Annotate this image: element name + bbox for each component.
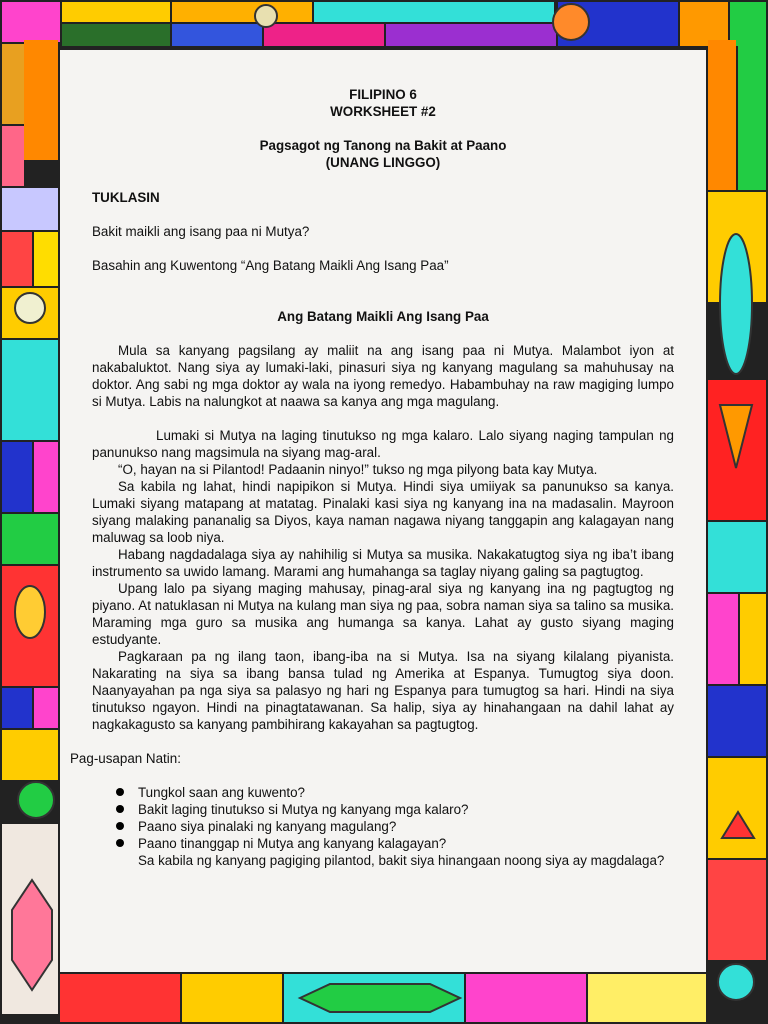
bullet-icon [116, 822, 124, 830]
week-label: (UNANG LINGGO) [325, 155, 441, 170]
story-paragraph: Pagkaraan pa ng ilang taon, ibang-iba na si Mutya. Isa na siyang kilalang piyanista. Nakarating na siya sa ibang bansa tulad ng Amerika at Espanya. Tumugtog siya doon. Naanyayahan pa nga siya sa palasyo ng hari ng Espanya para tumugtog sa hari. Hindi na siya tinutukso ngayon. Hindi na pinagtatawanan. Sa halip, siya ay hinahangaan na dahil lahat ay nagkakagusto sa kanyang pambihirang kakayahan sa pagtugtog. [92, 649, 674, 732]
bullet-icon [116, 788, 124, 796]
story-paragraph: “O, hayan na si Pilantod! Padaanin ninyo!” tukso ng mga pilyong bata kay Mutya. [118, 462, 598, 477]
story-paragraph: Lumaki si Mutya na laging tinutukso ng mga kalaro. Lalo siyang naging tampulan ng panunukso nang magsimula na siyang mag-aral. [92, 428, 674, 460]
story-paragraph: Habang nagdadalaga siya ay nahihilig si Mutya sa musika. Nakakatugtog siya ng iba’t ibang instrumento sa uwido lamang. Marami ang humahanga sa taglay niyang galing sa pagtugtog. [92, 547, 674, 579]
intro-instruction: Basahin ang Kuwentong “Ang Batang Maikli Ang Isang Paa” [92, 258, 449, 273]
list-item: Paano tinanggap ni Mutya ang kanyang kalagayan? [116, 835, 674, 852]
bullet-icon [116, 805, 124, 813]
worksheet-page [60, 50, 706, 972]
story-paragraph: Mula sa kanyang pagsilang ay maliit na ang isang paa ni Mutya. Malambot iyon at nakabaluktot. Nang siya ay lumaki-laki, pinasuri siya ng kanyang magulang sa mahuhusay na doktor. Ang sabi ng mga doktor ay wala na iyong remedyo. Habambuhay na raw magiging lumpo si Mutya. Labis na nalungkot at naawa sa kanya ang mga magulang. [92, 343, 674, 409]
list-item: Bakit laging tinutukso si Mutya ng kanyang mga kalaro? [116, 801, 674, 818]
subject-title: FILIPINO 6 [349, 87, 417, 102]
story-title: Ang Batang Maikli Ang Isang Paa [277, 309, 489, 324]
intro-question: Bakit maikli ang isang paa ni Mutya? [92, 224, 310, 239]
extra-question: Sa kabila ng kanyang pagiging pilantod, bakit siya hinangaan noong siya ay magdalaga? [138, 853, 665, 868]
worksheet-number: WORKSHEET #2 [330, 104, 436, 119]
list-item: Tungkol saan ang kuwento? [116, 784, 674, 801]
section-title: TUKLASIN [92, 190, 160, 205]
story-paragraph: Sa kabila ng lahat, hindi napipikon si Mutya. Hindi siya umiiyak sa panunukso sa kanya. Lumaki siyang matapang at matatag. Pinalaki kasi siya ng kanyang ina na madasalin. Mayroon siyang malaking pananalig sa Diyos, kaya naman nagawa niyang tanggapin ang kalagayan nang maluwag sa loob niya. [92, 479, 674, 545]
list-item: Paano siya pinalaki ng kanyang magulang? [116, 818, 674, 835]
discussion-label: Pag-usapan Natin: [70, 751, 181, 766]
lesson-title: Pagsagot ng Tanong na Bakit at Paano [259, 138, 507, 153]
story-paragraph: Upang lalo pa siyang maging mahusay, pinag-aral siya ng kanyang ina ng pagtugtog ng piyano. At natuklasan ni Mutya na kulang man siya ng paa, sobra naman siya sa talino sa musika. Maraming mga guro sa musika ang humanga sa kanya. Lahat ay gusto siyang maging estudyante. [92, 581, 674, 647]
bullet-icon [116, 839, 124, 847]
discussion-questions [92, 784, 674, 852]
story-body [92, 342, 674, 733]
